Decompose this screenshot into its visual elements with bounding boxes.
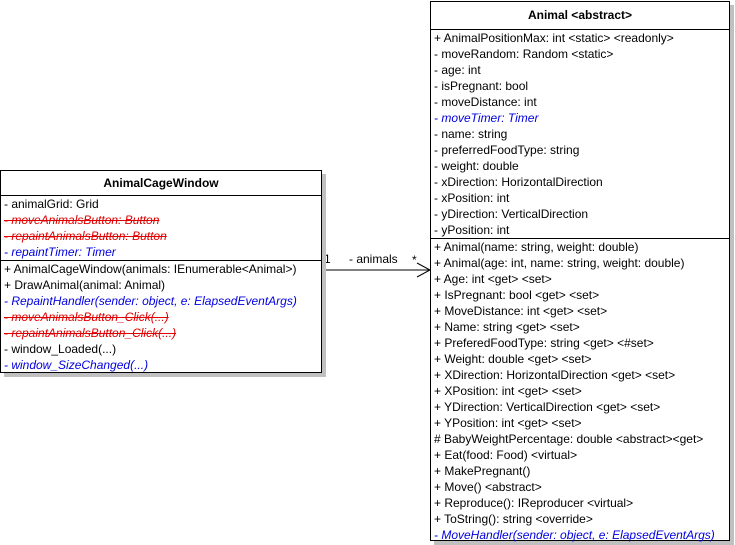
method-row[interactable]: - repaintAnimalsButton_Click(...) <box>4 326 177 340</box>
attribute-row[interactable]: - yPosition: int <box>434 223 510 237</box>
attribute-row[interactable]: - moveRandom: Random <static> <box>434 47 614 61</box>
attribute-row[interactable]: - yDirection: VerticalDirection <box>434 207 589 221</box>
attribute-row[interactable]: - isPregnant: bool <box>434 79 529 93</box>
attribute-row[interactable]: - animalGrid: Grid <box>4 197 99 211</box>
attributes-section <box>431 30 729 238</box>
method-row[interactable]: + Weight: double <get> <set> <box>434 352 592 366</box>
method-row[interactable]: + Eat(food: Food) <virtual> <box>434 448 578 462</box>
class-name: AnimalCageWindow <box>1 171 321 196</box>
attribute-row[interactable]: - preferredFoodType: string <box>434 143 580 157</box>
class-animal[interactable] <box>430 1 730 541</box>
source-multiplicity: 1 <box>324 252 331 266</box>
attribute-row[interactable]: - repaintTimer: Timer <box>4 245 116 259</box>
method-row[interactable]: - RepaintHandler(sender: object, e: ElapsedEventArgs) <box>4 294 297 308</box>
method-row[interactable]: + YDirection: VerticalDirection <get> <set> <box>434 400 661 414</box>
attribute-row[interactable]: + AnimalPositionMax: int <static> <readonly> <box>434 31 674 45</box>
attribute-row[interactable]: - repaintAnimalsButton: Button <box>4 229 167 243</box>
attribute-row[interactable]: - weight: double <box>434 159 519 173</box>
method-row[interactable]: + IsPregnant: bool <get> <set> <box>434 288 600 302</box>
attribute-row[interactable]: - xPosition: int <box>434 191 510 205</box>
method-row[interactable]: - moveAnimalsButton_Click(...) <box>4 310 169 324</box>
class-animal-cage-window[interactable] <box>0 170 322 373</box>
attribute-row[interactable]: - xDirection: HorizontalDirection <box>434 175 603 189</box>
method-row[interactable]: + Age: int <get> <set> <box>434 272 552 286</box>
methods-section <box>1 260 321 373</box>
method-row[interactable]: - window_SizeChanged(...) <box>4 358 149 372</box>
attribute-row[interactable]: - moveDistance: int <box>434 95 537 109</box>
attribute-row[interactable]: - age: int <box>434 63 481 77</box>
method-row[interactable]: + Name: string <get> <set> <box>434 320 580 334</box>
method-row[interactable]: + AnimalCageWindow(animals: IEnumerable<Animal>) <box>4 262 297 276</box>
attribute-row[interactable]: - name: string <box>434 127 508 141</box>
method-row[interactable]: + MakePregnant() <box>434 464 531 478</box>
target-multiplicity: * <box>412 253 417 267</box>
method-row[interactable]: + ToString(): string <override> <box>434 512 593 526</box>
association-role: - animals <box>349 252 398 266</box>
method-row[interactable]: # BabyWeightPercentage: double <abstract><get> <box>434 432 704 446</box>
method-row[interactable]: + XPosition: int <get> <set> <box>434 384 582 398</box>
attribute-row[interactable]: - moveTimer: Timer <box>434 111 539 125</box>
method-row[interactable]: + Animal(name: string, weight: double) <box>434 240 639 254</box>
method-row[interactable]: + DrawAnimal(animal: Animal) <box>4 278 166 292</box>
attributes-section <box>1 196 321 260</box>
method-row[interactable]: + MoveDistance: int <get> <set> <box>434 304 608 318</box>
method-row[interactable]: + Reproduce(): IReproducer <virtual> <box>434 496 634 510</box>
method-row[interactable]: - window_Loaded(...) <box>4 342 117 356</box>
attribute-row[interactable]: - moveAnimalsButton: Button <box>4 213 160 227</box>
methods-section <box>431 238 729 543</box>
method-row[interactable]: + YPosition: int <get> <set> <box>434 416 582 430</box>
method-row[interactable]: + XDirection: HorizontalDirection <get> <set> <box>434 368 676 382</box>
method-row[interactable]: + PreferedFoodType: string <get> <#set> <box>434 336 654 350</box>
method-row[interactable]: + Move() <abstract> <box>434 480 542 494</box>
class-name: Animal <abstract> <box>431 2 729 30</box>
method-row[interactable]: + Animal(age: int, name: string, weight: double) <box>434 256 685 270</box>
method-row[interactable]: - MoveHandler(sender: object, e: ElapsedEventArgs) <box>434 528 715 542</box>
